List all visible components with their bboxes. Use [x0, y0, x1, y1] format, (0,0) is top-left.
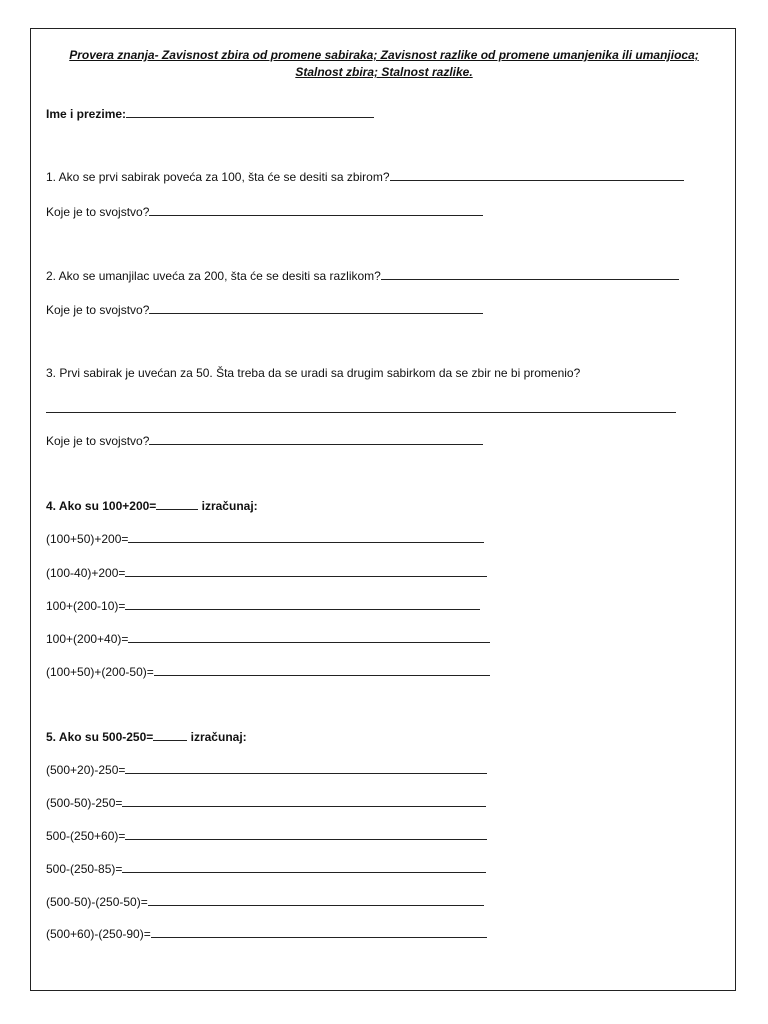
question-5-item [46, 794, 486, 811]
worksheet-title [31, 47, 737, 81]
question-3 [46, 365, 580, 381]
question-4-item [46, 630, 490, 647]
answer-line[interactable] [128, 630, 490, 643]
question-2 [46, 267, 679, 284]
question-3-answer-line[interactable] [46, 411, 676, 413]
question-5-item [46, 860, 486, 877]
question-4-intro: 4. Ako su 100+200= [46, 499, 157, 513]
answer-line[interactable] [128, 530, 484, 543]
question-1-property-line[interactable] [149, 203, 483, 216]
question-3-text: 3. Prvi sabirak je uvećan za 50. Šta treba da se uradi sa drugim sabirkom da se zbir ne bi promenio? [46, 366, 581, 380]
expression: (100+50)+(200-50)= [46, 665, 154, 679]
question-1-text: 1. Ako se prvi sabirak poveća za 100, šta će se desiti sa zbirom? [46, 170, 390, 184]
expression: 100+(200+40)= [46, 632, 129, 646]
question-1-answer-line[interactable] [390, 168, 684, 181]
question-4-result-blank[interactable] [156, 497, 198, 510]
question-1 [46, 168, 684, 185]
expression: 100+(200-10)= [46, 599, 126, 613]
answer-line[interactable] [125, 761, 487, 774]
question-3-property-label: Koje je to svojstvo? [46, 434, 150, 448]
name-row [46, 105, 374, 122]
answer-line[interactable] [122, 794, 486, 807]
question-4-item [46, 663, 490, 680]
question-4-item [46, 564, 487, 581]
worksheet-page [30, 28, 736, 991]
name-label: Ime i prezime: [46, 107, 127, 121]
question-2-property-label: Koje je to svojstvo? [46, 303, 150, 317]
question-2-property-line[interactable] [149, 301, 483, 314]
expression: (100+50)+200= [46, 532, 129, 546]
expression: 500-(250+60)= [46, 829, 126, 843]
question-5 [46, 728, 247, 745]
expression: (500+20)-250= [46, 763, 126, 777]
question-5-item [46, 925, 487, 942]
answer-line[interactable] [125, 597, 480, 610]
answer-line[interactable] [151, 925, 487, 938]
answer-line[interactable] [154, 663, 490, 676]
question-5-instruction: izračunaj: [187, 730, 247, 744]
expression: 500-(250-85)= [46, 862, 123, 876]
question-3-property [46, 432, 483, 449]
answer-line[interactable] [122, 860, 486, 873]
question-2-property [46, 301, 483, 318]
title-line-1: Provera znanja- Zavisnost zbira od promene sabiraka; Zavisnost razlike od promene umanjenika ili umanjioca; [69, 48, 699, 62]
question-4 [46, 497, 258, 514]
answer-line[interactable] [148, 893, 484, 906]
expression: (500+60)-(250-90)= [46, 927, 151, 941]
question-5-result-blank[interactable] [153, 728, 187, 741]
expression: (500-50)-250= [46, 796, 123, 810]
expression: (500-50)-(250-50)= [46, 895, 148, 909]
question-5-intro: 5. Ako su 500-250= [46, 730, 154, 744]
question-2-text: 2. Ako se umanjilac uveća za 200, šta će se desiti sa razlikom? [46, 269, 381, 283]
name-answer-line[interactable] [126, 105, 374, 118]
question-4-item [46, 530, 484, 547]
title-line-2: Stalnost zbira; Stalnost razlike. [295, 65, 473, 79]
question-3-property-line[interactable] [149, 432, 483, 445]
question-5-item [46, 893, 484, 910]
answer-line[interactable] [125, 827, 487, 840]
question-2-answer-line[interactable] [381, 267, 679, 280]
answer-line[interactable] [125, 564, 487, 577]
question-4-item [46, 597, 480, 614]
question-5-item [46, 761, 487, 778]
question-5-item [46, 827, 487, 844]
question-1-property [46, 203, 483, 220]
expression: (100-40)+200= [46, 566, 126, 580]
question-4-instruction: izračunaj: [198, 499, 258, 513]
question-1-property-label: Koje je to svojstvo? [46, 205, 150, 219]
